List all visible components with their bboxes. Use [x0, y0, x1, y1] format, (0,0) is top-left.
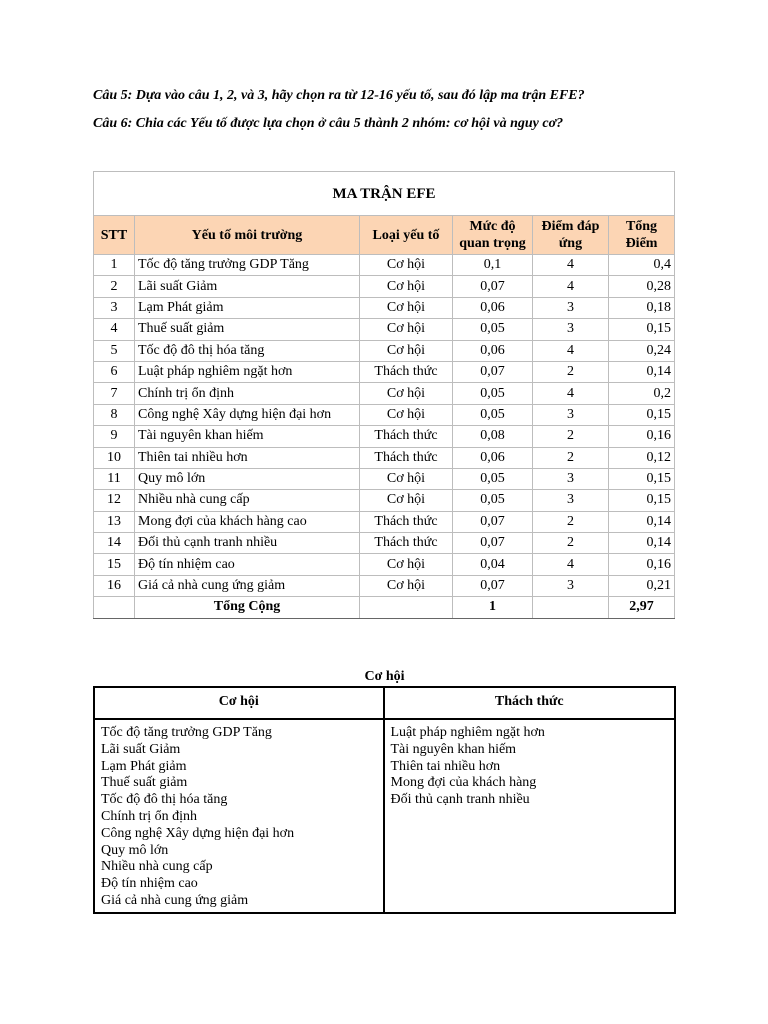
- opportunities-cell: [95, 720, 385, 912]
- row-factor: Quy mô lớn: [135, 468, 360, 489]
- row-type: Thách thức: [360, 426, 453, 447]
- row-rating: 3: [533, 468, 609, 489]
- table-row: [94, 468, 675, 489]
- row-weight: 0,05: [453, 319, 533, 340]
- table-row: [94, 255, 675, 276]
- question-5: Câu 5: Dựa vào câu 1, 2, và 3, hãy chọn ra từ 12-16 yếu tố, sau đó lập ma trận EFE?: [93, 88, 585, 103]
- header-factor: Yếu tố môi trường: [135, 216, 360, 255]
- row-score: 0,16: [609, 426, 675, 447]
- row-type: Thách thức: [360, 361, 453, 382]
- row-type: Cơ hội: [360, 490, 453, 511]
- list-item: Chính trị ổn định: [101, 808, 198, 824]
- row-type: Cơ hội: [360, 340, 453, 361]
- row-rating: 4: [533, 276, 609, 297]
- row-rating: 3: [533, 319, 609, 340]
- row-stt: 15: [94, 554, 135, 575]
- row-factor: Thuế suất giảm: [135, 319, 360, 340]
- header-weight: Mức độ quan trọng: [453, 216, 533, 255]
- row-stt: 10: [94, 447, 135, 468]
- row-score: 0,21: [609, 575, 675, 596]
- row-factor: Tốc độ tăng trưởng GDP Tăng: [135, 255, 360, 276]
- row-score: 0,14: [609, 361, 675, 382]
- row-stt: 5: [94, 340, 135, 361]
- row-type: Cơ hội: [360, 575, 453, 596]
- row-rating: 2: [533, 426, 609, 447]
- row-weight: 0,07: [453, 575, 533, 596]
- row-weight: 0,06: [453, 297, 533, 318]
- row-type: Thách thức: [360, 511, 453, 532]
- table-row: [94, 383, 675, 404]
- row-score: 0,2: [609, 383, 675, 404]
- row-type: Cơ hội: [360, 383, 453, 404]
- table-row: [94, 447, 675, 468]
- row-weight: 0,06: [453, 340, 533, 361]
- row-score: 0,18: [609, 297, 675, 318]
- list-item: Thiên tai nhiều hơn: [390, 758, 501, 774]
- list-item: Tài nguyên khan hiếm: [390, 741, 517, 757]
- row-rating: 4: [533, 255, 609, 276]
- total-score: 2,97: [609, 597, 675, 618]
- row-score: 0,28: [609, 276, 675, 297]
- row-rating: 2: [533, 511, 609, 532]
- row-score: 0,15: [609, 490, 675, 511]
- row-rating: 4: [533, 340, 609, 361]
- row-stt: 11: [94, 468, 135, 489]
- row-type: Cơ hội: [360, 554, 453, 575]
- row-factor: Lãi suất Giảm: [135, 276, 360, 297]
- table-row: [94, 490, 675, 511]
- list-item: Luật pháp nghiêm ngặt hơn: [390, 725, 545, 740]
- row-rating: 4: [533, 383, 609, 404]
- list-item: Lãi suất Giảm: [101, 741, 181, 757]
- row-stt: 12: [94, 490, 135, 511]
- row-type: Cơ hội: [360, 276, 453, 297]
- row-factor: Thiên tai nhiều hơn: [135, 447, 360, 468]
- list-item: Nhiều nhà cung cấp: [101, 859, 213, 875]
- table-row: [94, 511, 675, 532]
- row-weight: 0,07: [453, 276, 533, 297]
- efe-matrix-table: [93, 171, 675, 619]
- row-score: 0,15: [609, 319, 675, 340]
- row-factor: Độ tín nhiệm cao: [135, 554, 360, 575]
- row-weight: 0,04: [453, 554, 533, 575]
- row-factor: Lạm Phát giảm: [135, 297, 360, 318]
- row-score: 0,14: [609, 533, 675, 554]
- efe-title: MA TRẬN EFE: [94, 172, 675, 216]
- row-weight: 0,05: [453, 383, 533, 404]
- table-row: [94, 554, 675, 575]
- row-score: 0,24: [609, 340, 675, 361]
- threats-cell: [385, 720, 675, 912]
- row-type: Cơ hội: [360, 319, 453, 340]
- grouping-body-row: [95, 720, 674, 912]
- row-rating: 2: [533, 447, 609, 468]
- row-factor: Chính trị ổn định: [135, 383, 360, 404]
- header-score: Tổng Điểm: [609, 216, 675, 255]
- total-rating-cell: [533, 597, 609, 618]
- threats-header: Thách thức: [494, 694, 564, 709]
- row-rating: 3: [533, 297, 609, 318]
- total-row: [94, 597, 675, 618]
- row-factor: Đối thủ cạnh tranh nhiều: [135, 533, 360, 554]
- table-row: [94, 340, 675, 361]
- table-row: [94, 319, 675, 340]
- row-score: 0,4: [609, 255, 675, 276]
- row-rating: 2: [533, 361, 609, 382]
- list-item: Công nghệ Xây dựng hiện đại hơn: [101, 825, 295, 841]
- table-row: [94, 297, 675, 318]
- row-stt: 9: [94, 426, 135, 447]
- header-stt: STT: [94, 216, 135, 255]
- row-factor: Mong đợi của khách hàng cao: [135, 511, 360, 532]
- row-type: Cơ hội: [360, 255, 453, 276]
- table-row: [94, 533, 675, 554]
- row-rating: 3: [533, 404, 609, 425]
- row-stt: 16: [94, 575, 135, 596]
- row-weight: 0,07: [453, 533, 533, 554]
- list-item: Tốc độ đô thị hóa tăng: [101, 792, 228, 808]
- grouping-header-row: [95, 688, 674, 720]
- list-item: Đối thủ cạnh tranh nhiều: [390, 792, 530, 808]
- row-factor: Giá cả nhà cung ứng giảm: [135, 575, 360, 596]
- row-type: Cơ hội: [360, 404, 453, 425]
- threats-list: [391, 725, 675, 809]
- total-type-cell: [360, 597, 453, 618]
- opportunities-header: Cơ hội: [95, 688, 385, 718]
- row-type: Thách thức: [360, 447, 453, 468]
- row-type: Thách thức: [360, 533, 453, 554]
- list-item: Lạm Phát giảm: [101, 758, 187, 774]
- row-stt: 6: [94, 361, 135, 382]
- row-stt: 1: [94, 255, 135, 276]
- row-factor: Luật pháp nghiêm ngặt hơn: [135, 361, 360, 382]
- row-weight: 0,05: [453, 490, 533, 511]
- total-stt-cell: [94, 597, 135, 618]
- table-row: [94, 575, 675, 596]
- row-rating: 3: [533, 575, 609, 596]
- row-rating: 2: [533, 533, 609, 554]
- row-weight: 0,06: [453, 447, 533, 468]
- list-item: Mong đợi của khách hàng: [390, 775, 537, 791]
- question-6: Câu 6: Chia các Yếu tố được lựa chọn ở câu 5 thành 2 nhóm: cơ hội và nguy cơ?: [93, 116, 564, 131]
- table-row: [94, 404, 675, 425]
- row-weight: 0,07: [453, 361, 533, 382]
- table-row: [94, 361, 675, 382]
- row-weight: 0,05: [453, 468, 533, 489]
- total-label: Tổng Cộng: [135, 597, 360, 618]
- header-rating: Điểm đáp ứng: [533, 216, 609, 255]
- row-stt: 7: [94, 383, 135, 404]
- row-factor: Công nghệ Xây dựng hiện đại hơn: [135, 404, 360, 425]
- grouping-title: Cơ hội: [364, 669, 405, 684]
- list-item: Tốc độ tăng trưởng GDP Tăng: [101, 725, 272, 740]
- row-factor: Tốc độ đô thị hóa tăng: [135, 340, 360, 361]
- row-factor: Nhiều nhà cung cấp: [135, 490, 360, 511]
- efe-body: [94, 255, 675, 597]
- row-stt: 4: [94, 319, 135, 340]
- opportunities-list: [101, 725, 383, 910]
- row-stt: 8: [94, 404, 135, 425]
- row-type: Cơ hội: [360, 468, 453, 489]
- header-type: Loại yếu tố: [360, 216, 453, 255]
- row-score: 0,16: [609, 554, 675, 575]
- row-weight: 0,07: [453, 511, 533, 532]
- row-score: 0,15: [609, 468, 675, 489]
- row-weight: 0,05: [453, 404, 533, 425]
- row-weight: 0,1: [453, 255, 533, 276]
- row-stt: 14: [94, 533, 135, 554]
- row-stt: 3: [94, 297, 135, 318]
- total-weight: 1: [453, 597, 533, 618]
- list-item: Thuế suất giảm: [101, 775, 188, 791]
- row-score: 0,12: [609, 447, 675, 468]
- row-score: 0,14: [609, 511, 675, 532]
- row-stt: 2: [94, 276, 135, 297]
- list-item: Quy mô lớn: [101, 842, 169, 858]
- table-row: [94, 426, 675, 447]
- row-factor: Tài nguyên khan hiếm: [135, 426, 360, 447]
- row-weight: 0,08: [453, 426, 533, 447]
- grouping-table: [93, 686, 676, 914]
- row-rating: 3: [533, 490, 609, 511]
- list-item: Giá cả nhà cung ứng giảm: [101, 892, 249, 908]
- row-type: Cơ hội: [360, 297, 453, 318]
- row-stt: 13: [94, 511, 135, 532]
- row-rating: 4: [533, 554, 609, 575]
- list-item: Độ tín nhiệm cao: [101, 876, 198, 892]
- row-score: 0,15: [609, 404, 675, 425]
- table-row: [94, 276, 675, 297]
